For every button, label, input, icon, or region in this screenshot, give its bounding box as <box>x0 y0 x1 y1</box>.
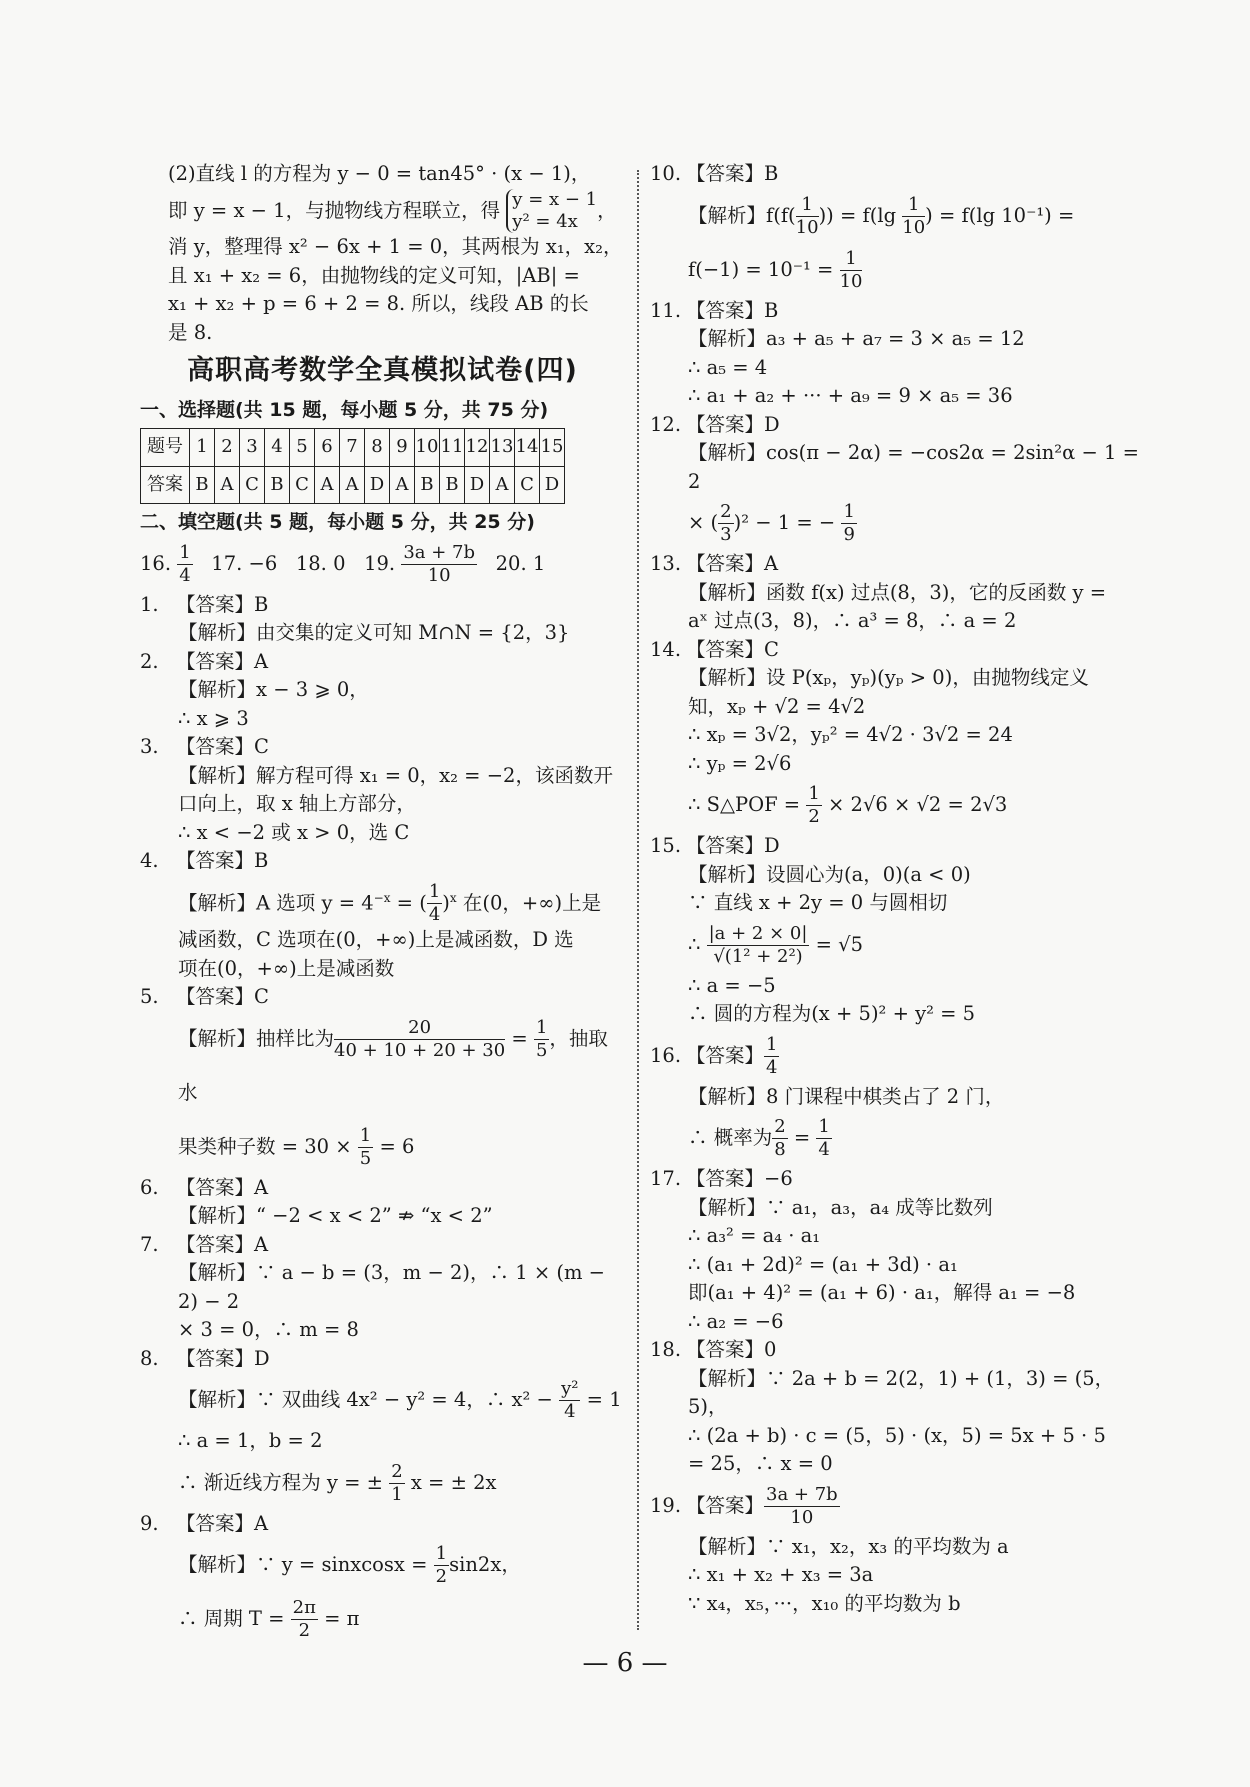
answer: 【答案】C <box>686 637 779 661</box>
item-number: 17. <box>211 551 243 575</box>
answer-value: −6 <box>248 551 278 575</box>
denominator: 4 <box>766 1056 778 1078</box>
exam-title: 高职高考数学全真模拟试卷(四) <box>187 355 578 386</box>
table-row <box>141 466 565 504</box>
question-12 <box>650 411 1140 440</box>
table-cell: A <box>340 466 365 504</box>
exponent: x <box>449 890 457 905</box>
question-16 <box>650 1029 1140 1083</box>
question-1 <box>140 591 625 620</box>
text-fragment: = <box>787 1126 817 1149</box>
fraction <box>427 881 442 926</box>
section-heading: 一、选择题(共 15 题，每小题 5 分，共 75 分) <box>140 398 549 421</box>
table-cell: 8 <box>365 429 390 467</box>
text-fragment: ，抽取水 <box>178 1026 608 1104</box>
answer: 【答案】B <box>686 162 779 185</box>
fraction <box>764 1034 779 1079</box>
answer: 【答案】C <box>176 985 269 1008</box>
item-number: 16. <box>140 551 172 575</box>
table-row <box>141 429 565 467</box>
explanation: ∴ xₚ = 3√2，yₚ² = 4√2 · 3√2 = 24 <box>688 723 1013 746</box>
fraction <box>291 1597 318 1642</box>
question-9 <box>140 1510 625 1539</box>
denominator: 5 <box>359 1147 372 1169</box>
text-fragment: ∴ 概率为 <box>688 1126 773 1149</box>
text-fragment: ， <box>597 198 617 222</box>
table-cell: B <box>440 466 465 504</box>
page-number: — 6 — <box>582 1648 668 1678</box>
fraction <box>177 542 192 587</box>
table-cell: A <box>315 466 340 504</box>
explanation <box>650 1111 1140 1165</box>
denominator: 10 <box>795 216 819 238</box>
left-column <box>140 160 625 1646</box>
text-fragment: x = ± 2x <box>404 1470 497 1494</box>
explanation: ∴ (a₁ + 2d)² = (a₁ + 3d) · a₁ <box>688 1252 958 1276</box>
text-fragment: 【解析】∵ y = sinxcosx = <box>178 1553 434 1576</box>
table-cell: 6 <box>315 429 340 467</box>
item-number: 3. <box>140 735 159 758</box>
table-header-cell: 题号 <box>141 429 190 467</box>
explanation <box>140 1373 625 1427</box>
explanation: 【解析】解方程可得 x₁ = 0，x₂ = −2，该函数开 <box>178 763 613 787</box>
fraction <box>840 248 863 293</box>
denominator: 4 <box>428 904 441 925</box>
text-fragment: f(−1) = 10⁻¹ = <box>688 257 840 281</box>
table-cell: B <box>415 466 440 504</box>
explanation: 【解析】函数 f(x) 过点(8，3)，它的反函数 y = <box>688 580 1107 604</box>
answer: 【答案】 <box>686 1493 765 1517</box>
item-number: 9. <box>140 1511 159 1535</box>
table-cell: 12 <box>465 429 490 467</box>
denominator: 4 <box>179 564 191 586</box>
text-line: 且 x₁ + x₂ = 6，由抛物线的定义可知，|AB| = <box>168 263 580 287</box>
fraction <box>796 194 819 239</box>
text-line <box>140 189 625 234</box>
denominator: 10 <box>839 270 863 292</box>
denominator: 4 <box>818 1139 830 1160</box>
numerator: 1 <box>796 194 819 217</box>
fraction <box>707 923 810 968</box>
explanation: 减函数，C 选项在(0，+∞)上是减函数，D 选 <box>178 928 574 951</box>
table-cell: C <box>515 466 540 504</box>
table-cell: 10 <box>415 429 440 467</box>
denominator: 10 <box>790 1506 814 1528</box>
numerator: 1 <box>428 881 441 902</box>
explanation: 【解析】由交集的定义可知 M∩N = {2，3} <box>178 621 570 644</box>
table-cell: 14 <box>515 429 540 467</box>
table-cell: 5 <box>290 429 315 467</box>
question-14 <box>650 636 1140 665</box>
text-fragment: ∴ 渐近线方程为 y = ± <box>178 1470 390 1494</box>
explanation: ∵ x₄，x₅，···，x₁₀ 的平均数为 b <box>688 1591 961 1615</box>
text-fragment: )² − 1 = − <box>733 511 842 534</box>
numerator: 3a + 7b <box>403 541 476 563</box>
text-fragment: = √5 <box>809 932 864 956</box>
table-cell: 1 <box>190 429 215 467</box>
text-line: (2)直线 l 的方程为 y − 0 = tan45° · (x − 1)， <box>168 162 591 185</box>
question-11 <box>650 297 1140 326</box>
item-number: 18. <box>295 551 327 575</box>
explanation: 【解析】8 门课程中棋类占了 2 门， <box>688 1084 1005 1108</box>
explanation: 【解析】∵ x₁，x₂，x₃ 的平均数为 a <box>688 1534 1009 1558</box>
answer: 【答案】B <box>686 298 779 322</box>
numerator: 1 <box>818 1116 830 1137</box>
explanation: ∴ a₁ + a₂ + ··· + a₉ = 9 × a₅ = 36 <box>688 384 1013 407</box>
numerator: y² <box>561 1378 579 1399</box>
item-number: 8. <box>140 1346 159 1370</box>
table-cell: A <box>490 466 515 504</box>
fraction <box>358 1125 373 1170</box>
question-18 <box>650 1336 1140 1365</box>
fraction <box>389 1461 404 1506</box>
answer: 【答案】D <box>686 412 780 436</box>
text-fragment: × 2√6 × √2 = 2√3 <box>821 793 1008 816</box>
answer: 【答案】 <box>686 1043 765 1067</box>
explanation: ∴ x ⩾ 3 <box>178 706 249 730</box>
item-number: 15. <box>650 834 682 857</box>
question-17 <box>650 1165 1140 1194</box>
text-fragment: ∴ <box>688 932 707 956</box>
denominator: √(1² + 2²) <box>713 945 803 967</box>
question-10 <box>650 160 1140 189</box>
explanation: 【解析】x − 3 ⩾ 0， <box>178 678 369 701</box>
question-13 <box>650 550 1140 579</box>
text-line: 是 8. <box>168 320 213 344</box>
table-cell: C <box>240 466 265 504</box>
table-cell: B <box>265 466 290 504</box>
denominator: 5 <box>535 1039 548 1061</box>
explanation: ∴ a₂ = −6 <box>688 1309 784 1333</box>
explanation <box>650 918 1140 972</box>
denominator: 9 <box>843 524 855 545</box>
text-fragment: ) = f(lg 10⁻¹) = <box>925 203 1075 227</box>
table-cell: 4 <box>265 429 290 467</box>
explanation: ∴ a = −5 <box>688 973 776 997</box>
table-cell: 7 <box>340 429 365 467</box>
fraction <box>841 501 856 546</box>
table-cell: A <box>390 466 415 504</box>
explanation: 【解析】∵ a₁，a₃，a₄ 成等比数列 <box>688 1195 993 1219</box>
question-19 <box>650 1479 1140 1533</box>
explanation <box>140 1456 625 1510</box>
table-cell: D <box>540 466 565 504</box>
text-fragment: 【解析】A 选项 y = 4 <box>178 891 374 914</box>
equation-system <box>506 189 597 233</box>
denominator: 2 <box>298 1620 311 1641</box>
answer: 【答案】B <box>176 849 269 872</box>
explanation: 即(a₁ + 4)² = (a₁ + 6) · a₁，解得 a₁ = −8 <box>688 1281 1076 1304</box>
text-line: 消 y，整理得 x² − 6x + 1 = 0，其两根为 x₁，x₂， <box>168 235 623 258</box>
explanation <box>650 778 1140 832</box>
numerator: |a + 2 × 0| <box>708 922 808 944</box>
question-7 <box>140 1231 625 1260</box>
numerator: 1 <box>808 783 820 804</box>
fraction <box>902 194 925 239</box>
question-5 <box>140 983 625 1012</box>
fraction <box>434 1543 449 1588</box>
item-number: 11. <box>650 298 682 322</box>
answer: 【答案】B <box>176 592 269 616</box>
answer: 【答案】A <box>686 552 779 575</box>
exponent: −x <box>373 890 391 905</box>
numerator: 2 <box>720 501 732 522</box>
text-fragment: = 6 <box>373 1134 415 1158</box>
fraction <box>401 542 477 587</box>
right-column <box>650 160 1140 1618</box>
table-cell: 13 <box>490 429 515 467</box>
fraction <box>718 501 733 546</box>
text-fragment: ∴ S△POF = <box>688 793 807 816</box>
question-8 <box>140 1345 625 1374</box>
explanation: ∴ a₅ = 4 <box>688 355 768 379</box>
numerator: 2π <box>292 1597 316 1618</box>
explanation <box>650 243 1140 297</box>
answer: 【答案】D <box>176 1346 270 1370</box>
answer: 【答案】A <box>176 1511 269 1535</box>
text-fragment: 【解析】f(f( <box>688 203 796 227</box>
numerator: 2 <box>774 1116 786 1137</box>
numerator: 1 <box>843 501 855 522</box>
explanation <box>650 496 1140 550</box>
item-number: 18. <box>650 1338 682 1361</box>
item-number: 19. <box>650 1493 682 1517</box>
numerator: 1 <box>902 194 925 217</box>
answer: 【答案】D <box>686 834 780 857</box>
item-number: 12. <box>650 412 682 436</box>
numerator: 1 <box>435 1543 448 1564</box>
text-fragment: ∴ 周期 T = <box>178 1607 291 1630</box>
table-cell: 11 <box>440 429 465 467</box>
text-fragment: 即 y = x − 1，与抛物线方程联立，得 <box>168 198 501 222</box>
fraction <box>816 1116 831 1161</box>
fraction <box>334 1017 505 1062</box>
explanation: ∴ a₃² = a₄ · a₁ <box>688 1224 821 1247</box>
explanation: ∴ x₁ + x₂ + x₃ = 3a <box>688 1563 874 1586</box>
fraction <box>772 1116 787 1161</box>
explanation: 【解析】∵ a − b = (3，m − 2)，∴ 1 × (m − 2) − 2 <box>178 1261 606 1313</box>
item-number: 19. <box>364 551 396 575</box>
explanation <box>140 1592 625 1646</box>
explanation <box>650 189 1140 243</box>
table-header-cell: 答案 <box>141 466 190 504</box>
item-number: 20. <box>495 551 527 575</box>
table-cell: C <box>290 466 315 504</box>
explanation <box>140 1120 625 1174</box>
question-2 <box>140 648 625 677</box>
explanation: ∴ (2a + b) · c = (5，5) · (x，5) = 5x + 5 · 5 <box>688 1423 1106 1447</box>
explanation: 项在(0，+∞)上是减函数 <box>178 956 395 980</box>
text-fragment: 在(0，+∞)上是 <box>456 891 602 914</box>
answer-table <box>140 428 565 504</box>
explanation: 知，xₚ + √2 = 4√2 <box>688 694 866 718</box>
explanation: 【解析】a₃ + a₅ + a₇ = 3 × a₅ = 12 <box>688 327 1025 350</box>
denominator: 8 <box>774 1139 786 1160</box>
numerator: 1 <box>535 1016 548 1038</box>
explanation: 【解析】设圆心为(a，0)(a < 0) <box>688 862 971 886</box>
explanation: ∵ 直线 x + 2y = 0 与圆相切 <box>688 891 948 914</box>
numerator: 1 <box>179 541 191 563</box>
text-fragment: 果类种子数 = 30 × <box>178 1134 358 1158</box>
question-4 <box>140 847 625 876</box>
answer: 【答案】−6 <box>686 1167 793 1190</box>
text-fragment: sin2x， <box>449 1553 521 1576</box>
fill-answers <box>140 537 625 591</box>
numerator: 1 <box>840 248 863 271</box>
denominator: 10 <box>902 216 926 238</box>
explanation: ∴ x < −2 或 x > 0，选 C <box>178 820 410 844</box>
answer: 【答案】A <box>176 1232 269 1256</box>
denominator: 2 <box>808 806 820 827</box>
question-3 <box>140 733 625 762</box>
table-cell: D <box>465 466 490 504</box>
question-6 <box>140 1174 625 1203</box>
table-cell: 3 <box>240 429 265 467</box>
denominator: 1 <box>391 1483 403 1505</box>
text-fragment: × ( <box>688 511 719 534</box>
answer: 【答案】A <box>176 1175 269 1199</box>
item-number: 16. <box>650 1043 682 1067</box>
table-cell: 2 <box>215 429 240 467</box>
column-divider <box>637 170 639 1630</box>
text-fragment: = π <box>317 1607 360 1630</box>
explanation <box>140 1012 625 1120</box>
answer-value: 0 <box>333 551 346 575</box>
fraction <box>806 783 821 828</box>
explanation: 【解析】设 P(xₚ，yₚ)(yₚ > 0)，由抛物线定义 <box>688 666 1089 689</box>
equation: y = x − 1 <box>512 189 598 210</box>
item-number: 10. <box>650 162 682 185</box>
item-number: 14. <box>650 637 682 661</box>
item-number: 7. <box>140 1232 159 1256</box>
denominator: 2 <box>435 1566 448 1587</box>
item-number: 1. <box>140 592 159 616</box>
answer: 【答案】C <box>176 735 269 758</box>
text-fragment: 【解析】∵ 双曲线 4x² − y² = 4，∴ x² − <box>178 1388 560 1411</box>
explanation: ∴ 圆的方程为(x + 5)² + y² = 5 <box>688 1002 976 1025</box>
table-cell: D <box>365 466 390 504</box>
item-number: 5. <box>140 985 159 1008</box>
denominator: 3 <box>720 524 732 545</box>
explanation: ∴ a = 1，b = 2 <box>178 1429 323 1452</box>
table-cell: B <box>190 466 215 504</box>
table-cell: 15 <box>540 429 565 467</box>
explanation <box>140 1538 625 1592</box>
explanation: 口向上，取 x 轴上方部分， <box>178 792 416 815</box>
equation: y² = 4x <box>512 211 578 232</box>
text-fragment: = 1 <box>580 1388 622 1411</box>
text-fragment: = <box>390 891 420 914</box>
item-number: 13. <box>650 552 682 575</box>
explanation: 【解析】∵ 2a + b = 2(2，1) + (1，3) = (5，5)， <box>688 1366 1115 1418</box>
explanation: 【解析】A 选项 $y = 4^{-x}$ = ( $\frac{1}{4}$ )$^x$ 在(0，+∞)上是 <box>178 881 602 925</box>
fraction <box>534 1017 549 1062</box>
denominator: 40 + 10 + 20 + 30 <box>334 1039 506 1061</box>
text-fragment: = <box>505 1026 534 1050</box>
item-number: 6. <box>140 1175 159 1199</box>
section-heading: 二、填空题(共 5 题，每小题 5 分，共 25 分) <box>140 511 535 533</box>
denominator: 10 <box>427 564 451 586</box>
numerator: 20 <box>334 1017 505 1040</box>
explanation: 【解析】“ −2 < x < 2” ⇏ “x < 2” <box>178 1204 493 1227</box>
item-number: 4. <box>140 849 159 872</box>
answer: 【答案】0 <box>686 1338 777 1361</box>
text-line: x₁ + x₂ + p = 6 + 2 = 8. 所以，线段 AB 的长 <box>168 292 589 315</box>
numerator: 3a + 7b <box>766 1483 838 1505</box>
numerator: 2 <box>391 1460 403 1482</box>
question-15 <box>650 832 1140 861</box>
answer-value: 1 <box>532 551 546 575</box>
fraction <box>559 1378 580 1423</box>
table-cell: 9 <box>390 429 415 467</box>
denominator: 4 <box>564 1401 576 1422</box>
numerator: 1 <box>766 1033 778 1055</box>
numerator: 1 <box>359 1124 372 1146</box>
explanation: = 25，∴ x = 0 <box>688 1452 833 1475</box>
text-fragment: 【解析】抽样比为 <box>178 1026 335 1050</box>
fraction <box>764 1484 840 1529</box>
table-cell: A <box>215 466 240 504</box>
item-number: 17. <box>650 1167 682 1190</box>
text-fragment: )) = f(lg <box>818 203 903 227</box>
explanation: aˣ 过点(3，8)，∴ a³ = 8，∴ a = 2 <box>688 609 1017 632</box>
explanation: ∴ yₚ = 2√6 <box>688 751 792 775</box>
answer: 【答案】A <box>176 649 269 673</box>
explanation: 【解析】cos(π − 2α) = −cos2α = 2sin²α − 1 = 2 <box>688 441 1139 493</box>
item-number: 2. <box>140 649 159 673</box>
explanation: × 3 = 0，∴ m = 8 <box>178 1318 359 1341</box>
